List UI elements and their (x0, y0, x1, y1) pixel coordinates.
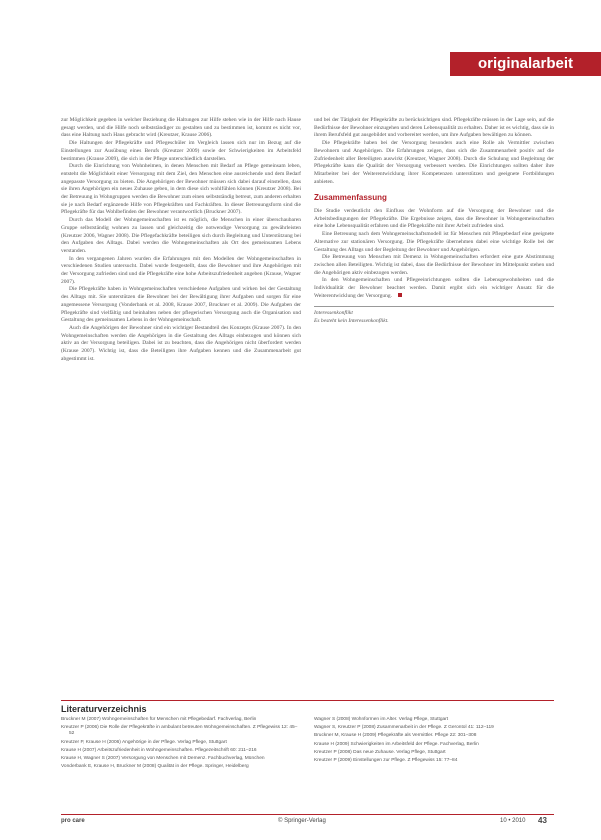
reference-entry: Kreutzer P (2009) Einstellungen zur Pflege. Z Pflegewiss 15: 77–84 (314, 758, 458, 764)
summary-paragraph-text: In den Wohngemeinschaften und Pflegeeinrichtungen sollten die Lebensgewohnheiten und die Individualität der Bewohner beachtet werden. Damit ergibt sich ein wichtiger Ansatz für die Weiterentwicklung der Versorgung. (314, 277, 554, 299)
references-title: Literaturverzeichnis (61, 704, 147, 714)
body-paragraph: und bei der Tätigkeit der Pflegekräfte zu berücksichtigen sind. Pflegekräfte müssen in der Lage sein, auf die Bedürfnisse der Bewohner einzugehen und deren Lebensqualität zu erhalten. Daher ist es wichtig, dass sie in ihrem Berufsfeld gut ausgebildet und vorbereitet werden, um ihre Aufgaben bewältigen zu können. (314, 117, 554, 139)
reference-entry: Krause H (2007) Arbeitszufriedenheit in Wohngemeinschaften. Pflegezeitschrift 60: 211–216 (61, 747, 257, 753)
references-divider (61, 700, 554, 701)
page-number: 43 (538, 816, 547, 825)
conflict-footnote (314, 306, 554, 325)
reference-entry: Kreutzer P (2006) Die Rolle der Pflegekräfte in ambulant betreuten Wohngemeinschaften. Z Pflegewiss 12: 45–52 (61, 725, 298, 737)
summary-paragraph: Eine Betreuung nach dem Wohngemeinschaftsmodell ist für Menschen mit Pflegebedarf eine geeignete Alternative zur stationären Versorgung. Die Pflegekräfte übernehmen dabei eine wichtige Rolle bei der Gestaltung des Alltags und der Begleitung der Bewohner und Angehörigen. (314, 231, 554, 253)
footnote-text: Es besteht kein Interessenkonflikt. (314, 318, 389, 325)
reference-entry: Krause H (2009) Schwierigkeiten im Arbeitsfeld der Pflege. Fachverlag, Berlin (314, 741, 479, 747)
summary-paragraph: Die Betreuung von Menschen mit Demenz in Wohngemeinschaften erfordert eine gute Abstimmung zwischen allen Beteiligten. Wichtig ist dabei, dass die Bedürfnisse der Bewohner im Mittelpunkt stehen und die Angehörigen aktiv einbezogen werden. (314, 254, 554, 276)
reference-entry: Krause H, Wagner S (2007) Versorgung von Menschen mit Demenz. Fachbuchverlag, München (61, 756, 265, 762)
reference-entry: Bruckner M, Krause H (2009) Pflegekräfte als Vermittler. Pflege 22: 301–308 (314, 733, 477, 739)
body-paragraph: zur Möglichkeit gegeben in welcher Beziehung die Haltungen zur Hilfe stehen wie in der Hilfe nach Hause gesagt werden, und die Hilfe noch selbstständiger zu gestalten und zu bestimmen ist, kommt es nicht vor, dass eine Haltung nach Haus gebracht wird (Kreutzer, Krause 2006). (61, 117, 301, 139)
footer-divider (61, 814, 554, 815)
summary-paragraph: Die Studie verdeutlicht den Einfluss der Wohnform auf die Versorgung der Bewohner und die Arbeitsbedingungen der Pflegekräfte. Die Ergebnisse zeigen, dass die Bewohner in Wohngemeinschaften eine hohe Lebensqualität erfahren und die Pflegekräfte mit ihrer Arbeit zufrieden sind. (314, 208, 554, 230)
summary-heading: Zusammenfassung (314, 193, 387, 203)
body-paragraph: In den vergangenen Jahren wurden die Erfahrungen mit den Modellen der Wohngemeinschaften in verschiedenen Studien untersucht. Dabei wurde festgestellt, dass die Bewohner und ihre Angehörigen mit der Versorgung zufrieden sind und die Pflegekräfte eine hohe Arbeitszufriedenheit angeben (Krause, Wagner 2007). (61, 255, 301, 285)
section-header-bar (450, 52, 601, 76)
footer-publisher: © Springer-Verlag (278, 818, 326, 824)
reference-entry: Wagner S (2008) Wohnformen im Alter. Verlag Pflege, Stuttgart (314, 717, 449, 722)
reference-entry: Kreutzer P (2008) Das neue Zuhause. Verlag Pflege, Stuttgart (314, 749, 446, 755)
right-column (314, 117, 554, 326)
reference-entry: Kreutzer P, Krause H (2006) Angehörige in der Pflege. Verlag Pflege, Stuttgart (61, 739, 227, 745)
reference-entry: Wagner S, Kreutzer P (2008) Zusammenarbeit in der Pflege. Z Gerontol 41: 112–119 (314, 725, 494, 731)
left-column (61, 117, 301, 364)
body-paragraph: Die Pflegekräfte haben bei der Versorgung besonders auch eine Rolle als Vermittler zwischen Bewohnern und Angehörigen. Die Erfahrungen zeigen, dass sich die Zusammenarbeit positiv auf die Zufriedenheit aller Beteiligten auswirkt (Kreutzer, Wagner 2008). Durch die Schulung und Begleitung der Pflegekräfte kann die Qualität der Versorgung verbessert werden. Die Einrichtungen sollten daher ihre Mitarbeiter bei der Weiterentwicklung ihrer Kompetenzen unterstützen und geeignete Fortbildungen anbieten. (314, 140, 554, 185)
references-left-column (61, 717, 301, 772)
references-right-column (314, 717, 554, 766)
body-paragraph: Die Pflegekräfte haben in Wohngemeinschaften verschiedene Aufgaben und wirken bei der Gestaltung des Alltags mit. Sie unterstützen die Bewohner bei der Bewältigung ihrer Aufgaben und sorgen für eine angemessene Versorgung (Vonderbank et al. 2008, Krause 2007, Bruckner et al. 2009). Die Aufgaben der Pflegekräfte sind vielfältig und beinhalten neben der pflegerischen Versorgung auch die Organisation und Gestaltung des gemeinsamen Lebens in der Wohngemeinschaft. (61, 286, 301, 324)
reference-entry: Bruckner M (2007) Wohngemeinschaften für Menschen mit Pflegebedarf. Fachverlag, Berlin (61, 717, 257, 722)
body-paragraph: Durch die Einrichtung von Wohnheimen, in denen Menschen mit Bedarf an Pflege gemeinsam leben, entsteht die Möglichkeit einer Versorgung mit dem Ziel, den Menschen eine ausreichende und dem Bedarf angepasste Versorgung zu bieten. Die Angehörigen der Bewohner müssen sich dabei darauf einstellen, dass sie ihren Angehörigen ein neues Zuhause geben, in dem diese sich wohlfühlen können (Kreutzer 2008). Bei der Betreuung in Wohngruppen werden die Bewohner zum einen selbstständig betreut, zum anderen erhalten sie je nach Bedarf ergänzende Hilfe von Pflegekräften und Fachkräften. In dieser Betreuungsform sind die Pflegekräfte für das Wohlbefinden der Bewohner verantwortlich (Bruckner 2007). (61, 163, 301, 216)
footnote-label: Interessenkonflikt (314, 310, 353, 317)
body-paragraph: Auch die Angehörigen der Bewohner sind ein wichtiger Bestandteil des Konzepts (Krause 2007). In den Wohngemeinschaften werden die Angehörigen in die Gestaltung des Alltags einbezogen und können sich aktiv an der Versorgung beteiligen. Dabei ist zu beachten, dass die Angehörigen nicht überfordert werden (Krause 2007). Wichtig ist, dass die Beteiligten ihre Aufgaben kennen und die Zusammenarbeit gut abgestimmt ist. (61, 324, 301, 362)
summary-paragraph (314, 277, 554, 300)
end-of-article-icon (398, 293, 402, 297)
body-paragraph: Die Haltungen der Pflegekräfte und Pflegeschüler im Vergleich lassen sich nur im Bezug auf die Einstellungen zur Ausübung eines Berufs (Kreutzer 2009) sowie der Schwierigkeiten im Arbeitsfeld bestimmen (Krause 2009), die sich in der Pflege unterschiedlich darstellen. (61, 140, 301, 162)
footer-issue: 10 • 2010 (500, 818, 526, 824)
footer-journal: pro care (61, 818, 85, 824)
reference-entry: Vonderbank E, Krause H, Bruckner M (2008) Qualität in der Pflege. Springer, Heidelberg (61, 764, 249, 770)
body-paragraph: Durch das Modell der Wohngemeinschaften ist es möglich, die Menschen in einer überschaubaren Gruppe selbstständig wohnen zu lassen und gleichzeitig die notwendige Versorgung zu gewährleisten (Kreutzer 2006, Wagner 2008). Die Pflegefachkräfte beteiligen sich durch Begleitung und Unterstützung bei den Aufgaben des Alltags. Dabei werden die Wohngemeinschaften als Ort des gemeinsamen Lebens verstanden. (61, 217, 301, 254)
section-label: originalarbeit (477, 55, 574, 72)
